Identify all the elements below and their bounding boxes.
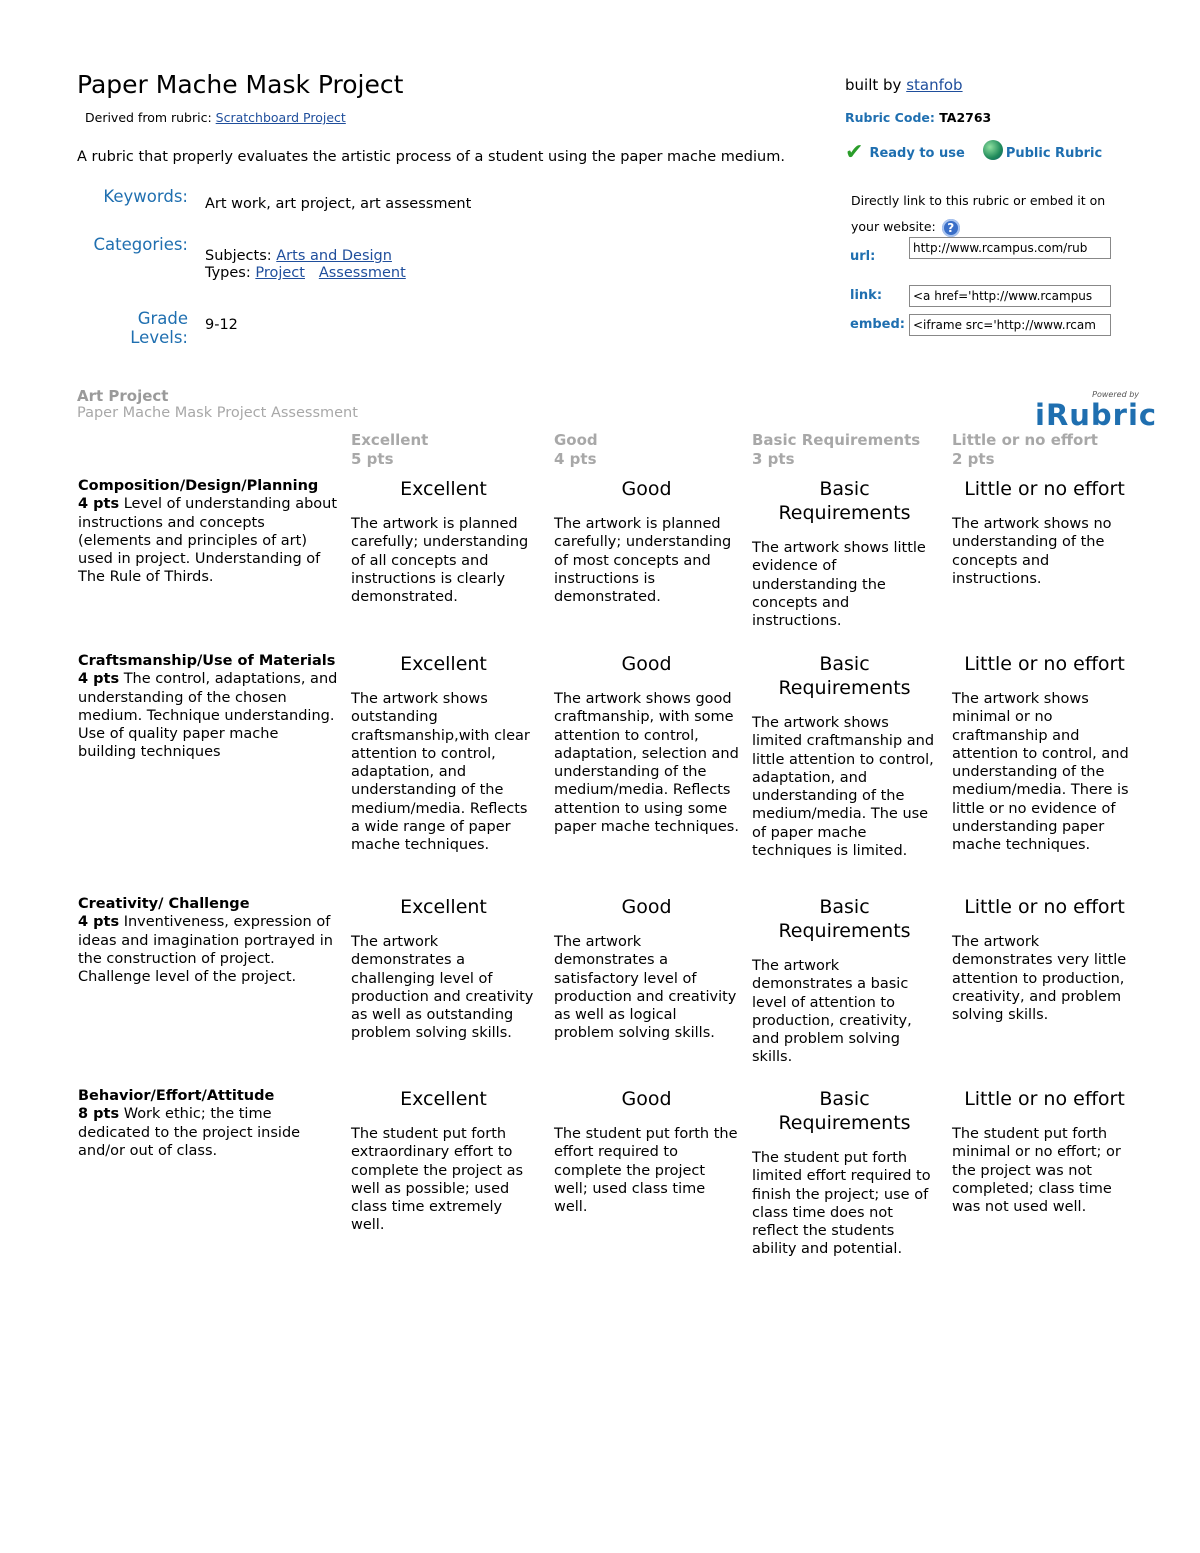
logo-wordmark: iRubric: [1035, 398, 1158, 432]
criterion-text: The control, adaptations, and understanding of the chosen medium. Technique understanding. Use of quality paper mache building techniques: [78, 671, 338, 761]
criterion-text: Inventiveness, expression of ideas and imagination portrayed in the construction of project. Challenge level of the project.: [78, 914, 333, 986]
author-link[interactable]: stanfob: [906, 76, 963, 94]
url-label: url:: [850, 249, 876, 264]
cell-title: Excellent: [400, 653, 487, 675]
cell-title: Basic Requirements: [778, 1088, 911, 1134]
categories-value: [205, 248, 406, 282]
rubric-description: A rubric that properly evaluates the artistic process of a student using the paper mache medium.: [77, 149, 785, 165]
cell-title: Good: [621, 478, 672, 500]
rubric-title: Art Project: [77, 387, 169, 405]
cell-text: The artwork demonstrates a challenging level of production and creativity as well as outstanding problem solving skills.: [351, 934, 534, 1042]
criterion-points: 4 pts: [78, 914, 120, 931]
subjects-line: [205, 248, 406, 265]
rubric-cell[interactable]: [351, 1087, 536, 1235]
types-line: [205, 265, 406, 282]
criterion-name: Behavior/Effort/Attitude: [78, 1088, 275, 1104]
rubric-cell[interactable]: [554, 477, 739, 606]
embed-note: [851, 188, 1121, 240]
keywords-label: Keywords:: [103, 187, 188, 206]
irubric-logo[interactable]: [1035, 390, 1158, 432]
subject-link-arts-and-design[interactable]: Arts and Design: [276, 248, 392, 264]
criterion-points: 4 pts: [78, 671, 120, 688]
rubric-cell[interactable]: [554, 652, 739, 836]
rubric-subtitle: Paper Mache Mask Project Assessment: [77, 405, 358, 421]
rubric-status: [845, 142, 1102, 164]
cell-title: Basic Requirements: [778, 653, 911, 699]
level-points: 3 pts: [752, 450, 795, 468]
rubric-cell[interactable]: [952, 895, 1137, 1024]
cell-text: The student put forth the effort required to complete the project well; used class time well.: [554, 1126, 738, 1216]
rubric-cell[interactable]: [554, 1087, 739, 1216]
level-header-basic-requirements: [752, 431, 920, 469]
cell-text: The student put forth extraordinary effort to complete the project as well as possible; used class time extremely well.: [351, 1126, 524, 1234]
ready-to-use-label: Ready to use: [869, 145, 965, 161]
embed-label: embed:: [850, 317, 905, 332]
link-field[interactable]: [909, 285, 1111, 307]
derived-from: [85, 110, 346, 125]
built-by: [845, 76, 963, 94]
criterion-name: Creativity/ Challenge: [78, 896, 250, 912]
link-label: link:: [850, 288, 883, 303]
rubric-code-label: Rubric Code:: [845, 110, 935, 125]
help-icon[interactable]: ?: [942, 219, 960, 237]
public-globe-icon: [983, 140, 1003, 160]
criterion-text: Work ethic; the time dedicated to the project inside and/or out of class.: [78, 1106, 301, 1159]
derived-rubric-link[interactable]: Scratchboard Project: [215, 110, 346, 125]
public-rubric-label: Public Rubric: [1005, 145, 1103, 161]
cell-text: The artwork shows no understanding of the concepts and instructions.: [952, 516, 1112, 587]
derived-label: Derived from rubric:: [85, 110, 212, 125]
cell-title: Good: [621, 653, 672, 675]
cell-title: Good: [621, 896, 672, 918]
embed-field[interactable]: [909, 314, 1111, 336]
rubric-cell[interactable]: [351, 895, 536, 1043]
subjects-label: Subjects:: [205, 248, 272, 264]
cell-text: The artwork is planned carefully; understanding of all concepts and instructions is clearly demonstrated.: [351, 516, 529, 606]
keywords-value: Art work, art project, art assessment: [205, 196, 472, 212]
cell-title: Good: [621, 1088, 672, 1110]
cell-text: The artwork demonstrates very little attention to production, creativity, and problem solving skills.: [952, 934, 1127, 1024]
cell-title: Little or no effort: [964, 653, 1125, 675]
type-link-assessment[interactable]: Assessment: [318, 265, 406, 281]
criterion-description: [78, 1087, 340, 1160]
level-name: Little or no effort: [952, 431, 1098, 449]
rubric-cell[interactable]: [351, 652, 536, 855]
criterion-description: [78, 477, 340, 587]
cell-title: Basic Requirements: [778, 896, 911, 942]
criterion-description: [78, 652, 340, 762]
cell-text: The artwork is planned carefully; understanding of most concepts and instructions is demonstrated.: [554, 516, 732, 606]
cell-text: The artwork demonstrates a basic level of attention to production, creativity, and problem solving skills.: [752, 958, 912, 1066]
cell-text: The student put forth limited effort required to finish the project; use of class time does not reflect the students ability and potential.: [752, 1150, 931, 1258]
rubric-cell[interactable]: [351, 477, 536, 606]
logo-powered-by: Powered by: [1092, 390, 1139, 399]
rubric-cell[interactable]: [952, 1087, 1137, 1216]
cell-title: Excellent: [400, 1088, 487, 1110]
grade-levels-label: Grade Levels:: [130, 309, 188, 347]
level-header-excellent: [351, 431, 428, 469]
types-label: Types:: [205, 265, 251, 281]
criterion-name: Craftsmanship/Use of Materials: [78, 653, 336, 669]
url-field[interactable]: [909, 237, 1111, 259]
criterion-points: 4 pts: [78, 496, 120, 513]
cell-title: Little or no effort: [964, 478, 1125, 500]
level-header-good: [554, 431, 598, 469]
cell-title: Little or no effort: [964, 1088, 1125, 1110]
cell-title: Excellent: [400, 896, 487, 918]
cell-title: Basic Requirements: [778, 478, 911, 524]
embed-note-text: Directly link to this rubric or embed it on your website:: [851, 193, 1106, 234]
cell-text: The artwork shows limited craftmanship and little attention to control, adaptation, and understanding of the medium/media. The use of paper mache techniques is limited.: [752, 715, 935, 860]
rubric-cell[interactable]: [752, 477, 937, 630]
level-header-little-or-no-effort: [952, 431, 1098, 469]
page-title: Paper Mache Mask Project: [77, 70, 404, 99]
level-name: Excellent: [351, 431, 429, 449]
cell-title: Excellent: [400, 478, 487, 500]
cell-text: The artwork shows little evidence of understanding the concepts and instructions.: [752, 540, 926, 630]
cell-text: The student put forth minimal or no effort; or the project was not completed; class time was not used well.: [952, 1126, 1121, 1216]
cell-text: The artwork shows good craftmanship, with some attention to control, adaptation, selection and understanding of the medium/media. Reflects attention to using some paper mache techniques.: [554, 691, 739, 836]
rubric-code: [845, 110, 991, 125]
level-points: 2 pts: [952, 450, 995, 468]
rubric-cell[interactable]: [554, 895, 739, 1043]
rubric-cell[interactable]: [752, 652, 937, 860]
rubric-cell[interactable]: [752, 895, 937, 1067]
cell-text: The artwork demonstrates a satisfactory level of production and creativity as well as logical problem solving skills.: [554, 934, 737, 1042]
cell-text: The artwork shows outstanding craftsmanship,with clear attention to control, adaptation, and understanding of the medium/media. Reflects a wide range of paper mache techniques.: [351, 691, 530, 854]
criterion-points: 8 pts: [78, 1106, 120, 1123]
grade-levels-value: 9-12: [205, 317, 238, 333]
cell-text: The artwork shows minimal or no craftmanship and attention to control, and understanding of the medium/media. There is little or no evidence of understanding paper mache techniques.: [952, 691, 1129, 854]
level-points: 4 pts: [554, 450, 597, 468]
built-by-label: built by: [845, 76, 902, 94]
level-name: Good: [554, 431, 598, 449]
level-name: Basic Requirements: [752, 431, 921, 449]
rubric-cell[interactable]: [752, 1087, 937, 1259]
rubric-cell[interactable]: [952, 477, 1137, 588]
rubric-cell[interactable]: [952, 652, 1137, 855]
cell-title: Little or no effort: [964, 896, 1125, 918]
type-link-project[interactable]: Project: [255, 265, 305, 281]
rubric-code-value: TA2763: [939, 110, 992, 125]
criterion-description: [78, 895, 340, 986]
categories-label: Categories:: [93, 235, 188, 254]
criterion-name: Composition/Design/Planning: [78, 478, 319, 494]
level-points: 5 pts: [351, 450, 394, 468]
checkmark-icon: ✔: [845, 140, 864, 165]
criterion-text: Level of understanding about instructions and concepts (elements and principles of art) used in project. Understanding of The Rule of Thirds.: [78, 496, 338, 586]
